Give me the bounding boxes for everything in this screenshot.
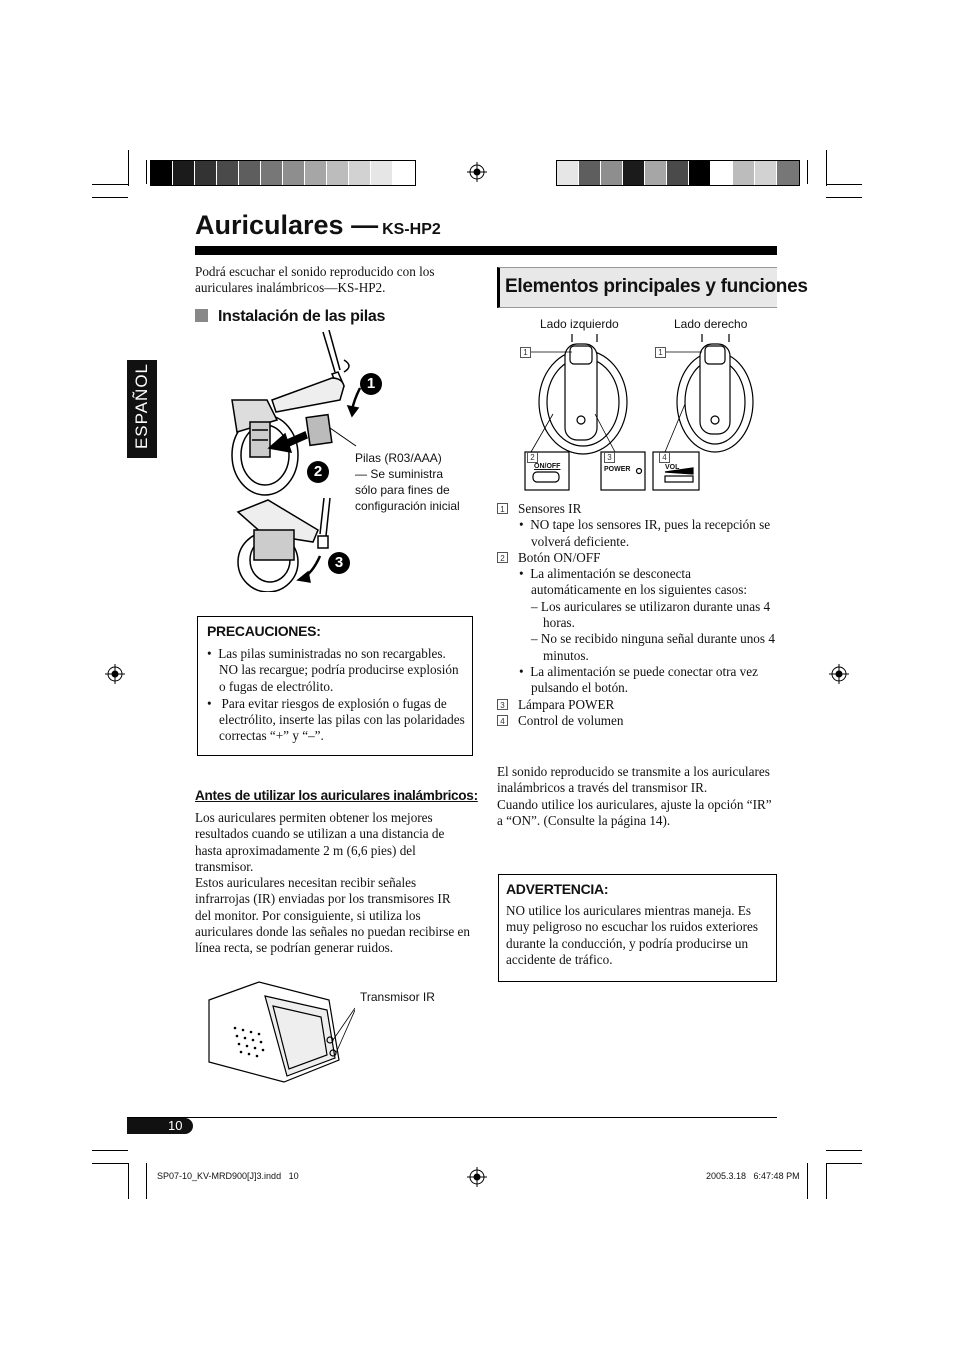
page-title — [195, 210, 441, 241]
list-note: • NO tape los sensores IR, pues la recepción se volverá deficiente. — [519, 517, 771, 549]
warning-title: ADVERTENCIA: — [506, 881, 609, 897]
before-use-para: Estos auriculares necesitan recibir señales infrarrojas (IR) enviadas por los transmisores IR del monitor. Por consiguiente, si utiliza los auriculares donde las señales no puedan recibirse en línea recta, se podrían generar ruidos. — [195, 875, 470, 956]
before-use-para: Los auriculares permiten obtener los mejores resultados cuando se utilizan a una distancia de hasta aproximadamente 2 m (6,6 pies) del transmisor. — [195, 810, 445, 874]
square-bullet-icon — [195, 309, 208, 322]
transmit-text — [497, 764, 779, 829]
item-text: Control de volumen — [518, 712, 624, 728]
callout-number: 2 — [527, 452, 538, 463]
transmit-para: Cuando utilice los auriculares, ajuste la opción “IR” a “ON”. (Consulte la página 14). — [497, 796, 772, 828]
step-1-badge: 1 — [360, 373, 382, 395]
install-title: Instalación de las pilas — [218, 308, 386, 325]
precaution-item: • Las pilas suministradas no son recargables. NO las recargue; podría producirse explosión o fugas de electrólito. — [207, 646, 459, 694]
features-title: Elementos principales y funciones — [505, 276, 808, 297]
list-subnote: – Los auriculares se utilizaron durante unas 4 horas. — [531, 598, 771, 631]
warning-text: NO utilice los auriculares mientras maneja. Es muy peligroso no escuchar los ruidos exteriores durante la conducción, y podría producirse un accidente de tráfico. — [506, 903, 758, 967]
registration-mark-icon — [467, 162, 487, 182]
list-item — [497, 550, 779, 566]
registration-mark-icon — [829, 664, 849, 684]
registration-mark-icon — [467, 1167, 487, 1187]
footer-timestamp: 2005.3.18 6:47:48 PM — [706, 1171, 800, 1181]
precaution-text: Las pilas suministradas no son recargables. NO las recargue; podría producirse explosión o fugas de electrólito. — [218, 646, 459, 694]
step-2-badge: 2 — [307, 461, 329, 483]
page-number: 10 — [168, 1118, 183, 1133]
list-item — [497, 697, 779, 713]
note-text: La alimentación se puede conectar otra vez pulsando el botón. — [530, 663, 758, 696]
note-text: NO tape los sensores IR, pues la recepción se volverá deficiente. — [530, 517, 771, 549]
features-list — [497, 501, 779, 729]
headphone-diagram — [515, 334, 775, 496]
item-number: 3 — [497, 699, 508, 710]
callout-number: 1 — [655, 347, 666, 358]
intro-text: Podrá escuchar el sonido reproducido con los auriculares inalámbricos—KS-HP2. — [195, 264, 435, 296]
callout-number: 1 — [520, 347, 531, 358]
title-rule — [195, 246, 777, 255]
item-number: 4 — [497, 715, 508, 726]
list-note: • La alimentación se desconecta automáticamente en los siguientes casos: — [519, 566, 748, 598]
monitor-illustration — [205, 978, 355, 1088]
color-bar-right — [556, 160, 800, 186]
page-number-badge — [127, 1118, 193, 1134]
precautions-box — [197, 616, 473, 756]
install-heading — [195, 308, 385, 326]
item-text: Lámpara POWER — [518, 696, 615, 712]
language-tab-label: ESPAÑOL — [132, 362, 151, 450]
left-side-label: Lado izquierdo — [540, 317, 619, 331]
item-number: 2 — [497, 552, 508, 563]
transmitter-label: Transmisor IR — [360, 990, 435, 1004]
item-text: Sensores IR — [518, 501, 582, 516]
footer-rule — [127, 1117, 777, 1118]
item-text: Botón ON/OFF — [518, 549, 601, 565]
precautions-title: PRECAUCIONES: — [207, 623, 321, 639]
footer-file: SP07-10_KV-MRD900[J]3.indd 10 — [157, 1171, 299, 1181]
warning-box — [498, 874, 777, 982]
list-item — [497, 713, 779, 729]
color-bar-left — [150, 160, 416, 186]
callout-line: sólo para fines de — [355, 483, 450, 497]
onoff-label: ON/OFF — [534, 463, 561, 470]
list-item — [497, 501, 779, 517]
title-text: Auriculares — — [195, 210, 379, 240]
precaution-item: • Para evitar riesgos de explosión o fugas de electrólito, inserte las pilas con las polaridades correctas “+” y “–”. — [207, 695, 465, 744]
list-note: • La alimentación se puede conectar otra vez pulsando el botón. — [519, 663, 758, 696]
precaution-text: Para evitar riesgos de explosión o fugas de electrólito, inserte las pilas con las polaridades correctas “+” y “–”. — [219, 695, 465, 744]
registration-mark-icon — [105, 664, 125, 684]
callout-line: configuración inicial — [355, 499, 460, 513]
before-use-text — [195, 810, 470, 957]
callout-line: Pilas (R03/AAA) — [355, 451, 442, 465]
step-3-badge: 3 — [328, 552, 350, 574]
callout-number: 4 — [659, 452, 670, 463]
callout-number: 3 — [604, 452, 615, 463]
vol-label: VOL — [665, 464, 680, 471]
list-subnote: – No se recibido ninguna señal durante unos 4 minutos. — [531, 631, 775, 663]
power-label: POWER — [604, 466, 631, 473]
item-number: 1 — [497, 503, 508, 514]
right-side-label: Lado derecho — [674, 317, 748, 331]
battery-callout — [355, 450, 460, 514]
before-use-title: Antes de utilizar los auriculares inalámbricos: — [195, 788, 478, 803]
model-text: KS-HP2 — [382, 221, 441, 238]
transmit-para: El sonido reproducido se transmite a los auriculares inalámbricos a través del transmisor IR. — [497, 764, 770, 796]
callout-line: — Se suministra — [355, 467, 444, 481]
note-text: La alimentación se desconecta automáticamente en los siguientes casos: — [530, 566, 748, 598]
